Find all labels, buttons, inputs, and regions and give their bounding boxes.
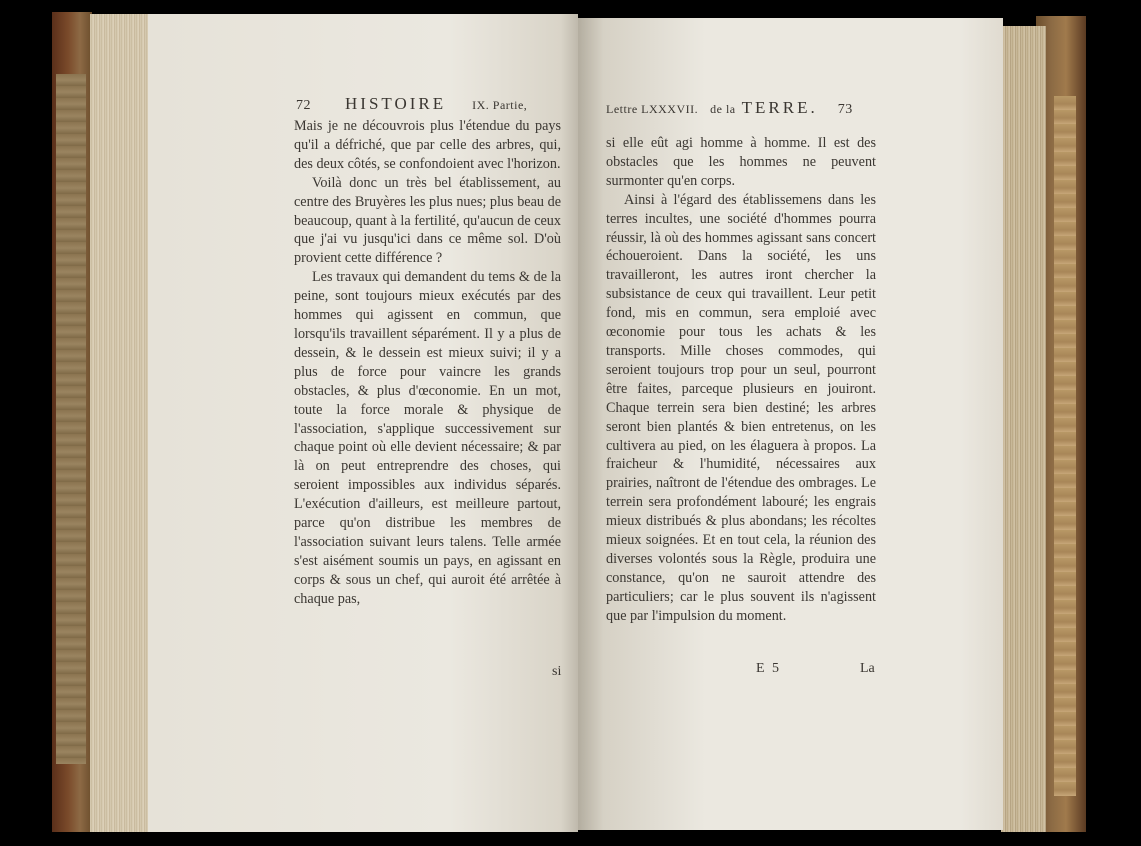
left-cover: [52, 12, 92, 832]
paragraph: Les travaux qui demandent du tems & de la peine, sont toujours mieux exécutés par des hommes qui agissent en commun, que lorsqu'ils travaillent séparément. Il y a plus de dessein, & le dessein est mieux suivi; il y a plus de force pour vaincre les grands obstacles, & plus d'œconomie. En un mot, toute la force morale & physique de l'association, s'applique successivement sur chaque point où elle devient nécessaire; & par là on peut entreprendre des choses, qui seroient impossibles aux individus séparés. L'exécution d'ailleurs, est meilleure partout, parce qu'on distribue les membres de l'association suivant leurs talens. Telle armée s'est aisément soumis un pays, en agissant en corps & sous un chef, qui auroit été arrêtée à chaque pas,: [294, 269, 561, 607]
right-page-title: TERRE.: [741, 98, 818, 117]
right-page-edges: [1001, 26, 1046, 832]
letter-heading: Lettre LXXXVII.: [606, 102, 699, 116]
right-strip: [1054, 96, 1076, 796]
left-page-title: HISTOIRE: [345, 94, 447, 113]
paragraph: Mais je ne découvrois plus l'étendue du pays qu'il a défriché, que par celle des arbres, qui, des deux côtés, se confondoient avec l'horizon.: [294, 118, 561, 172]
right-catchword: La: [860, 661, 875, 676]
left-board: [56, 74, 86, 764]
signature-mark: E 5: [756, 661, 782, 676]
right-page: [578, 18, 1003, 830]
left-catchword: si: [552, 664, 562, 679]
running-head-mid: de la: [710, 102, 736, 116]
left-page: [148, 14, 578, 832]
right-page-number: 73: [837, 102, 853, 117]
open-book: [52, 12, 1086, 834]
left-page-edges: [90, 14, 150, 832]
paragraph: Ainsi à l'égard des établissemens dans les terres incultes, une société d'hommes pourra réussir, là où des hommes agissant sans concert échoueroient. Dans la société, les uns travailleront, les autres iront chercher la subsistance de ceux qui travaillent. Leur petit fond, mis en commun, sera emploié avec œconomie pour tous les achats & les transports. Mille choses commodes, qui seroient toujours trop pour un seul, pourront être faites, parceque plusieurs en jouiront. Chaque terrein sera bien destiné; les arbres seront bien plantés & bien entretenus, on les cultivera au pied, on les élaguera à propos. La fraicheur & l'humidité, nécessaires aux prairies, naîtront de l'étendue des ombrages. Le terrein sera profondément labouré; les engrais mieux distribués & plus abondans; les récoltes mieux soignées. Et en tout cela, la réunion des diverses volontés sous la Règle, produira une constance, qu'on ne sauroit attendre des particuliers; car le plus souvent ils n'agissent que par l'impulsion du moment.: [606, 191, 876, 624]
paragraph: si elle eût agi homme à homme. Il est des obstacles que les hommes ne peuvent surmonter qu'en corps.: [606, 135, 876, 189]
right-running-head: [606, 98, 853, 118]
left-page-number: 72: [296, 98, 311, 113]
right-page-text: [606, 134, 876, 626]
paragraph: Voilà donc un très bel établissement, au centre des Bruyères les plus nues; plus beau de beaucoup, quant à la fertilité, qu'aucun de ceux que j'ai vu jusqu'ici dans ce même sol. D'où provient cette différence ?: [294, 174, 561, 267]
left-running-head: [296, 94, 527, 114]
left-page-section: IX. Partie,: [472, 98, 528, 112]
left-page-text: [294, 117, 561, 609]
